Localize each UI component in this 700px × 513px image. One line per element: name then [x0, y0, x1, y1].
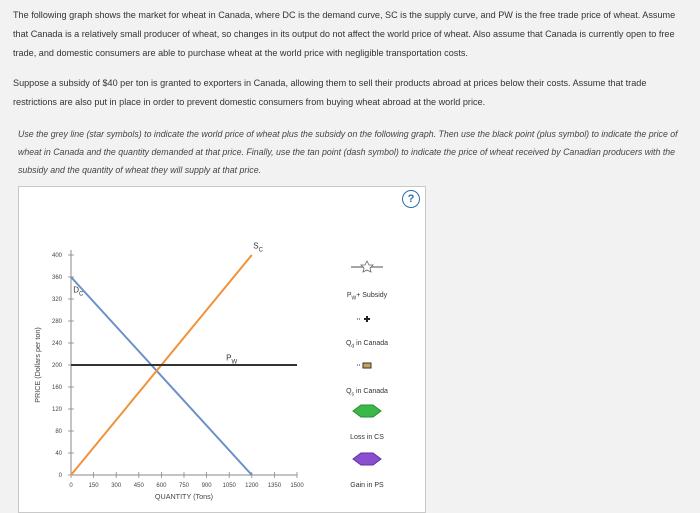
- x-tick-label: 300: [111, 483, 122, 489]
- y-tick-label: 0: [58, 473, 62, 479]
- label-sc: $S_C$: [253, 241, 263, 254]
- x-tick-label: 750: [178, 483, 190, 489]
- y-tick-label: 40: [55, 451, 62, 457]
- y-tick-label: 240: [51, 341, 62, 347]
- star-icon[interactable]: [361, 261, 373, 272]
- green-area-icon[interactable]: [353, 405, 381, 417]
- tool-label-1: $P_W+$ Subsidy: [346, 292, 388, 302]
- x-tick-label: 450: [133, 483, 144, 489]
- y-tick-label: 320: [51, 297, 62, 303]
- tool-label-4: Loss in CS: [350, 434, 384, 441]
- y-tick-label: 80: [55, 429, 62, 435]
- x-tick-label: 1050: [222, 483, 236, 489]
- intro-paragraph-2: Suppose a subsidy of $40 per ton is granted to exporters in Canada, allowing them to sell their products abroad at prices below their costs. Assume that trade restrictions are also put in place in order to prevent domestic consumers from buying wheat abroad at the world price.: [13, 78, 647, 107]
- tool-label-3: $Q_s$ in Canada: [346, 388, 388, 398]
- help-icon[interactable]: ?: [402, 190, 420, 208]
- graph-panel: [18, 186, 426, 513]
- label-dc: $D_C$: [73, 285, 84, 298]
- x-tick-label: 0: [69, 483, 73, 489]
- x-tick-label: 600: [156, 483, 167, 489]
- label-pw: $P_W$: [226, 353, 238, 366]
- tool-label-5: Gain in PS: [350, 482, 384, 489]
- x-tick-label: 1500: [290, 483, 304, 489]
- y-tick-label: 360: [51, 275, 62, 281]
- x-tick-label: 150: [88, 483, 99, 489]
- y-axis-label: PRICE (Dollars per ton): [33, 327, 42, 403]
- x-tick-label: 900: [201, 483, 212, 489]
- x-axis-label: QUANTITY (Tons): [154, 492, 214, 501]
- y-tick-label: 280: [51, 319, 62, 325]
- x-tick-label: 1350: [267, 483, 282, 489]
- x-tick-label: 1200: [245, 483, 259, 489]
- tool-label-2: $Q_d$ in Canada: [345, 340, 389, 350]
- y-tick-label: 120: [51, 407, 62, 413]
- y-tick-label: 400: [51, 253, 62, 259]
- y-tick-label: 200: [51, 363, 62, 369]
- graph-instruction: Use the grey line (star symbols) to indicate the world price of wheat plus the subsidy on the following graph. Then use the black point (plus symbol) to indicate the price of wheat in Canada and the quantity demanded at that price. Finally, use the tan point (dash symbol) to indicate the price of wheat received by Canadian producers with the subsidy and the quantity of wheat they will supply at that price.: [18, 129, 678, 175]
- intro-paragraph-1: The following graph shows the market for wheat in Canada, where DC is the demand curve, SC is the supply curve, and PW is the free trade price of wheat. Assume that Canada is a relatively small producer of wheat, so changes in its output do not affect the world price of wheat. Also assume that Canada is currently open to free trade, and domestic consumers are able to purchase wheat at the world price with negligible transportation costs.: [13, 10, 676, 58]
- supply-demand-graph[interactable]: [19, 187, 425, 512]
- problem-intro: [13, 6, 688, 123]
- dash-icon[interactable]: [363, 363, 371, 368]
- purple-area-icon[interactable]: [353, 453, 381, 465]
- y-tick-label: 160: [51, 385, 62, 391]
- series-dc-line: [71, 277, 252, 475]
